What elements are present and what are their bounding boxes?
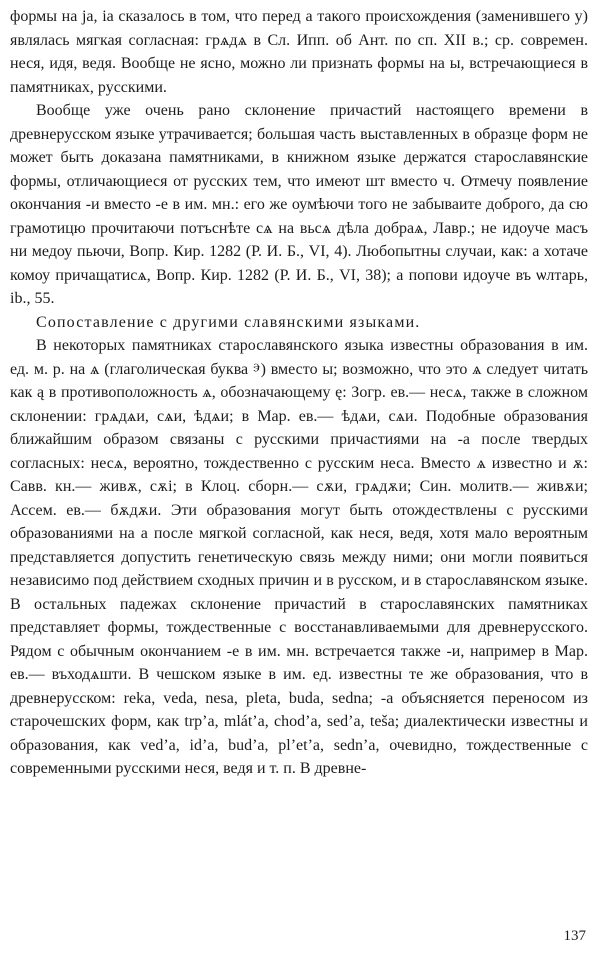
paragraph: Вообще уже очень рано склонение причастий настоящего времени в древнерусском языке утрачивается; большая часть выставленных в образце форм не может быть доказана памятниками, в книжном языке держатся старославянские формы, отличающиеся от русских тем, что имеют шт вместо ч. Отмечу появление окончания -и вместо -е в им. мн.: его же оумѣючи того не забываите доброго, да сю грамотицю прочитаючи потъснѣте сѧ на вьсѧ дѣла добраѧ, Лавр.; не идоуче масъ ни медоу пьючи, Вопр. Кир. 1282 (Р. И. Б., VI, 4). Любопытны случаи, как: а хотаче комоу причащатисѧ, Вопр. Кир. 1282 (Р. И. Б., VI, 38); а попови идоуче въ ѡлтарь, ib., 55. [10,102,588,307]
paragraph: В некоторых памятниках старославянского языка известны образования в им. ед. м. р. на ѧ (глаголическая буква ⰵ) вместо ы; возможно, что это ѧ следует читать как ą в противоположность ѧ, обозначающему ę: Зогр. ев.— несѧ, также в сложном склонении: грѧдѧи, сѧи, ѣдѧи; в Мар. ев.— ѣдѧи, сѧи. Подобные образования ближайшим образом связаны с русскими причастиями на -а после твердых согласных: несѧ, вероятно, тождественно с русским неса. Вместо ѧ известно и ѫ: Савв. кн.— живѫ, сѫі; в Клоц. сборн.— сѫи, грѧдѫи; Син. молитв.— живѫи; Ассем. ев.— бѫдѫи. Эти образования могут быть отождествлены с русскими образованиями на а после мягкой согласной, как неся, ведя, хотя мало вероятным представляется допустить генетическую связь между ними; они могли появиться независимо под действием сходных причин и в русском, и в старославянском языке. В остальных падежах склонение причастий в старославянских памятниках представляет формы, тождественные с восстанавливаемыми для древнерусского. Рядом с обычным окончанием -е в им. мн. встречается также -и, например в Мар. ев.— въходѧшти. В чешском языке в им. ед. известны те же образования, что в древнерусском: reka, veda, nesa, pleta, buda, sedna; -a объясняется переносом из старочешских форм, как trp’a, mlát’a, chod’a, sed’a, teša; диалектически известны и образования, как ved’a, id’a, bud’a, pl’et’a, sedn’a, очевидно, тождественные с современными русскими неся, ведя и т. п. В древне- [10,337,588,777]
paragraph: формы на ja, ia сказалось в том, что перед a такого происхождения (заменившего y) являлась мягкая согласная: грѧдѧ в Сл. Ипп. об Ант. по сп. XII в.; ср. современ. неся, идя, ведя. Вообще не ясно, можно ли признать формы на ы, встречающиеся в памятниках, русскими. [10,8,588,96]
page-number: 137 [563,928,586,944]
section-heading: Сопоставление с другими славянскими языками. [36,313,421,331]
body-text [10,5,588,781]
